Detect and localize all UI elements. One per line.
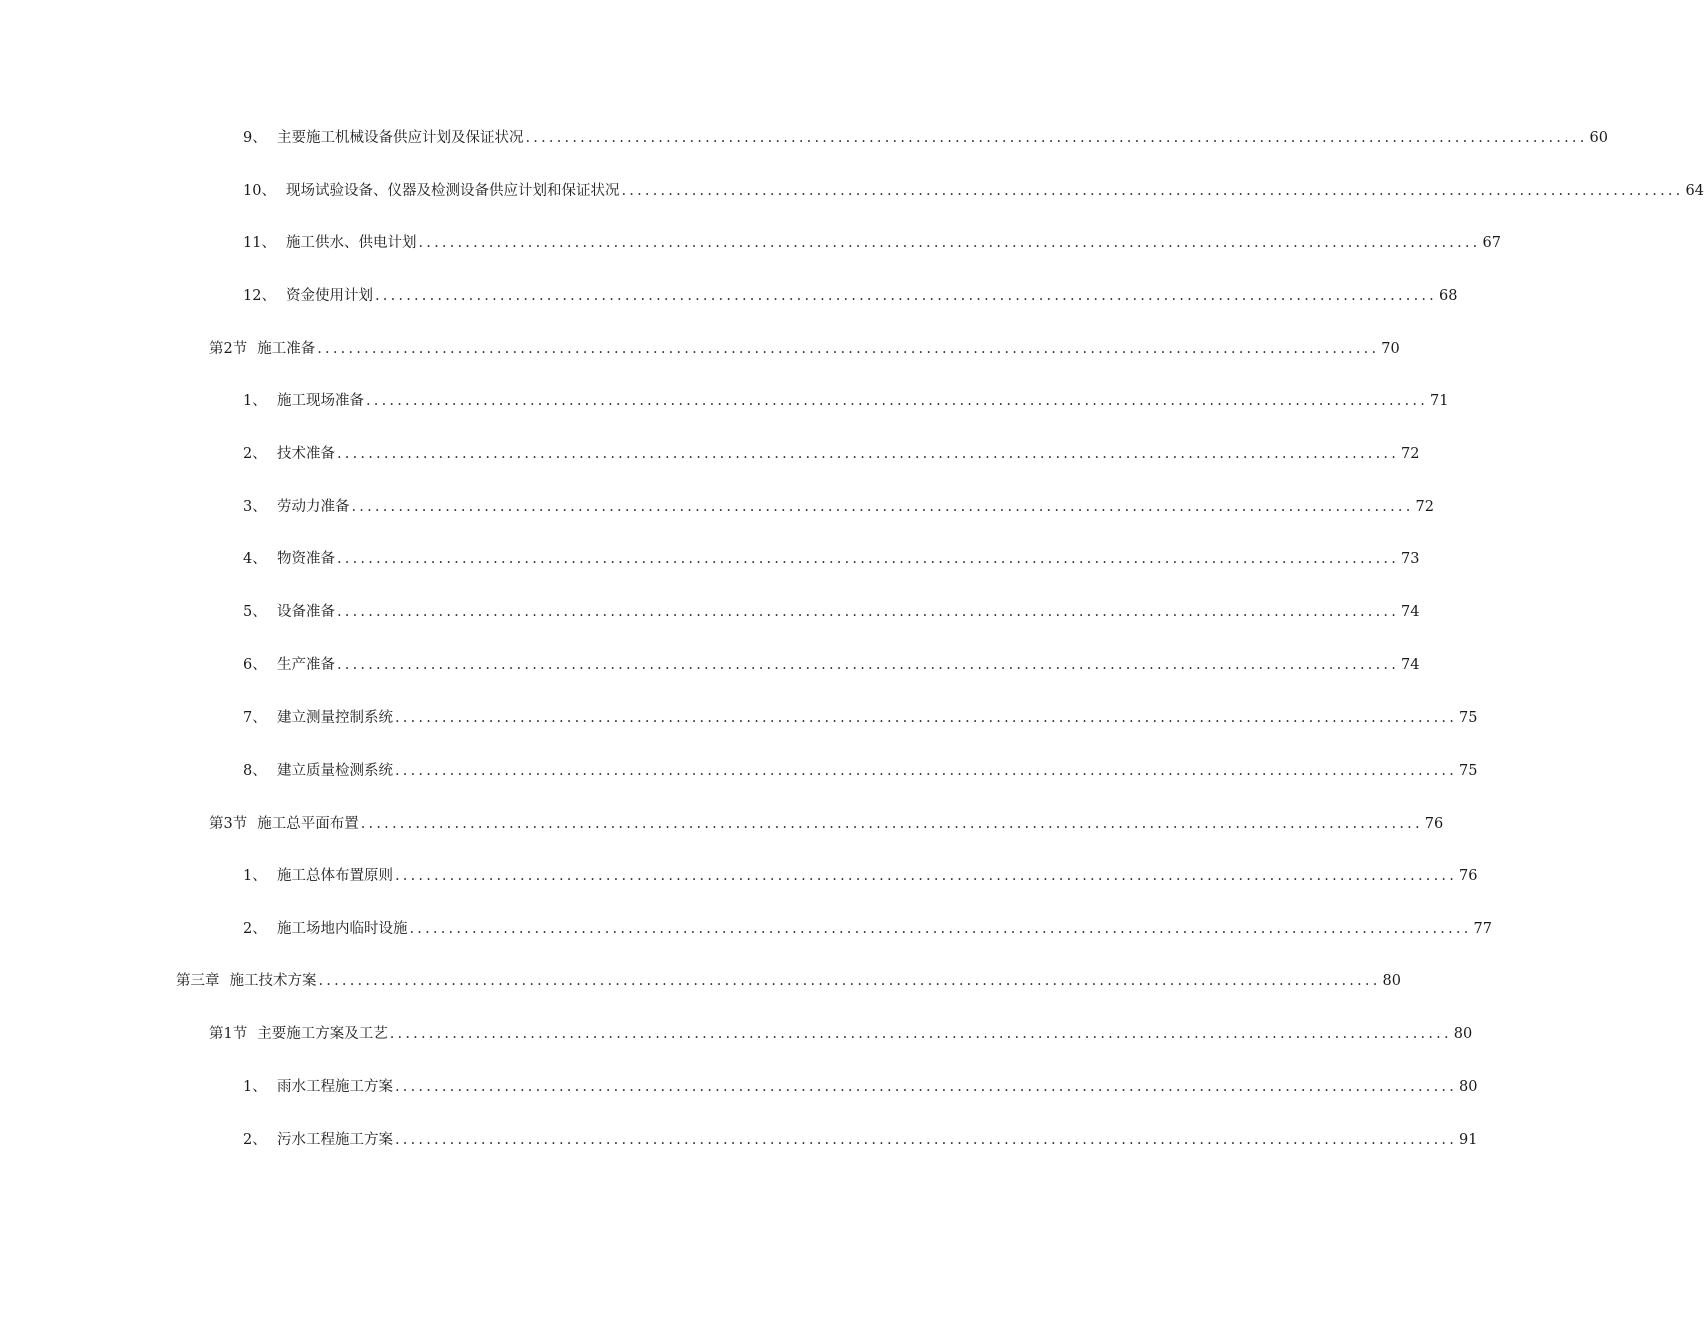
toc-entry-number: 7、: [243, 710, 267, 726]
toc-entry[interactable]: [243, 706, 1478, 730]
toc-section-entry[interactable]: [209, 812, 1444, 836]
toc-entry[interactable]: [243, 126, 1608, 150]
toc-leader-dots: ........................................................................................................................................: [395, 1079, 1458, 1095]
toc-entry-title: 现场试验设备、仪器及检测设备供应计划和保证状况: [285, 183, 620, 199]
toc-entry[interactable]: [243, 179, 1704, 203]
toc-entry-title: 设备准备: [277, 604, 335, 620]
toc-leader-dots: ........................................................................................................................................: [395, 1132, 1458, 1148]
toc-entry-page: 76: [1424, 816, 1444, 832]
toc-entry-number: 2、: [243, 1132, 267, 1148]
toc-section-entry[interactable]: [209, 1022, 1473, 1046]
toc-entry-page: 75: [1459, 763, 1478, 779]
toc-entry-page: 60: [1589, 130, 1608, 146]
toc-entry-title: 主要施工机械设备供应计划及保证状况: [277, 130, 524, 146]
toc-entry-title: 技术准备: [277, 446, 335, 462]
toc-entry-title: 施工现场准备: [277, 393, 364, 409]
toc-leader-dots: ........................................................................................................................................: [395, 710, 1458, 726]
toc-entry-page: 74: [1401, 657, 1420, 673]
toc-entry-number: 5、: [243, 604, 267, 620]
toc-entry-number: 第1节: [209, 1026, 248, 1042]
toc-leader-dots: ........................................................................................................................................: [418, 235, 1481, 251]
toc-entry[interactable]: [243, 231, 1501, 255]
toc-entry-title: 施工总平面布置: [257, 816, 359, 832]
toc-leader-dots: ........................................................................................................................................: [525, 130, 1588, 146]
toc-entry-number: 9、: [243, 130, 267, 146]
toc-entry-number: 第3节: [209, 816, 248, 832]
toc-entry-number: 11、: [243, 235, 276, 251]
toc-entry-title: 资金使用计划: [285, 288, 373, 304]
toc-entry-number: 6、: [243, 657, 267, 673]
toc-leader-dots: ........................................................................................................................................: [389, 1026, 1452, 1042]
toc-leader-dots: ........................................................................................................................................: [621, 183, 1684, 199]
toc-leader-dots: ........................................................................................................................................: [395, 763, 1458, 779]
toc-entry-title: 主要施工方案及工艺: [257, 1026, 388, 1042]
toc-entry-page: 74: [1401, 604, 1420, 620]
toc-entry[interactable]: [243, 759, 1478, 783]
toc-entry-page: 73: [1401, 551, 1420, 567]
toc-entry-number: 第三章: [176, 973, 220, 989]
toc-entry-title: 建立质量检测系统: [277, 763, 393, 779]
toc-entry[interactable]: [243, 1075, 1478, 1099]
toc-leader-dots: ........................................................................................................................................: [317, 341, 1380, 357]
toc-entry-number: 2、: [243, 921, 267, 937]
toc-entry[interactable]: [243, 389, 1449, 413]
toc-entry-number: 1、: [243, 1079, 267, 1095]
toc-entry-title: 生产准备: [277, 657, 335, 673]
toc-entry-number: 2、: [243, 446, 267, 462]
toc-entry[interactable]: [243, 442, 1420, 466]
toc-entry-page: 80: [1459, 1079, 1478, 1095]
toc-entry[interactable]: [243, 917, 1492, 941]
toc-entry-number: 1、: [243, 393, 267, 409]
toc-entry-title: 施工准备: [257, 341, 316, 357]
toc-entry-page: 76: [1459, 868, 1478, 884]
toc-entry-title: 物资准备: [277, 551, 335, 567]
toc-entry-title: 雨水工程施工方案: [277, 1079, 393, 1095]
toc-entry-page: 91: [1459, 1132, 1478, 1148]
toc-leader-dots: ........................................................................................................................................: [337, 604, 1400, 620]
toc-leader-dots: ........................................................................................................................................: [318, 973, 1381, 989]
toc-entry[interactable]: [243, 864, 1478, 888]
toc-entry-page: 80: [1453, 1026, 1473, 1042]
toc-leader-dots: ........................................................................................................................................: [374, 288, 1437, 304]
toc-entry[interactable]: [243, 495, 1434, 519]
toc-leader-dots: ........................................................................................................................................: [337, 551, 1400, 567]
toc-entry-page: 80: [1382, 973, 1401, 989]
toc-chapter-entry[interactable]: [176, 969, 1401, 993]
toc-entry-title: 劳动力准备: [277, 499, 350, 515]
toc-entry-page: 77: [1473, 921, 1492, 937]
toc-entry-page: 70: [1381, 341, 1400, 357]
toc-entry-title: 施工供水、供电计划: [285, 235, 417, 251]
toc-entry-page: 68: [1439, 288, 1458, 304]
toc-entry[interactable]: [243, 547, 1420, 571]
toc-entry-title: 施工技术方案: [229, 973, 317, 989]
toc-entry-title: 施工总体布置原则: [277, 868, 393, 884]
toc-leader-dots: ........................................................................................................................................: [395, 868, 1458, 884]
toc-entry-number: 3、: [243, 499, 267, 515]
toc-entry-number: 第2节: [209, 341, 248, 357]
toc-entry-number: 10、: [243, 183, 276, 199]
toc-entry-page: 72: [1401, 446, 1420, 462]
toc-entry-number: 12、: [243, 288, 276, 304]
toc-entry-title: 污水工程施工方案: [277, 1132, 393, 1148]
toc-entry-number: 4、: [243, 551, 267, 567]
toc-leader-dots: ........................................................................................................................................: [409, 921, 1472, 937]
toc-entry-number: 1、: [243, 868, 267, 884]
toc-leader-dots: ........................................................................................................................................: [351, 499, 1414, 515]
toc-leader-dots: ........................................................................................................................................: [366, 393, 1429, 409]
toc-entry-title: 施工场地内临时设施: [277, 921, 408, 937]
toc-entry-page: 72: [1415, 499, 1434, 515]
toc-entry-page: 75: [1459, 710, 1478, 726]
toc-leader-dots: ........................................................................................................................................: [360, 816, 1423, 832]
toc-entry[interactable]: [243, 653, 1420, 677]
toc-entry-page: 64: [1685, 183, 1704, 199]
toc-entry-page: 71: [1430, 393, 1449, 409]
toc-leader-dots: ........................................................................................................................................: [337, 657, 1400, 673]
toc-entry-number: 8、: [243, 763, 267, 779]
toc-leader-dots: ........................................................................................................................................: [337, 446, 1400, 462]
toc-entry-title: 建立测量控制系统: [277, 710, 393, 726]
toc-section-entry[interactable]: [209, 337, 1400, 361]
toc-entry[interactable]: [243, 284, 1458, 308]
toc-entry-page: 67: [1482, 235, 1501, 251]
toc-entry[interactable]: [243, 1128, 1478, 1152]
toc-entry[interactable]: [243, 600, 1420, 624]
